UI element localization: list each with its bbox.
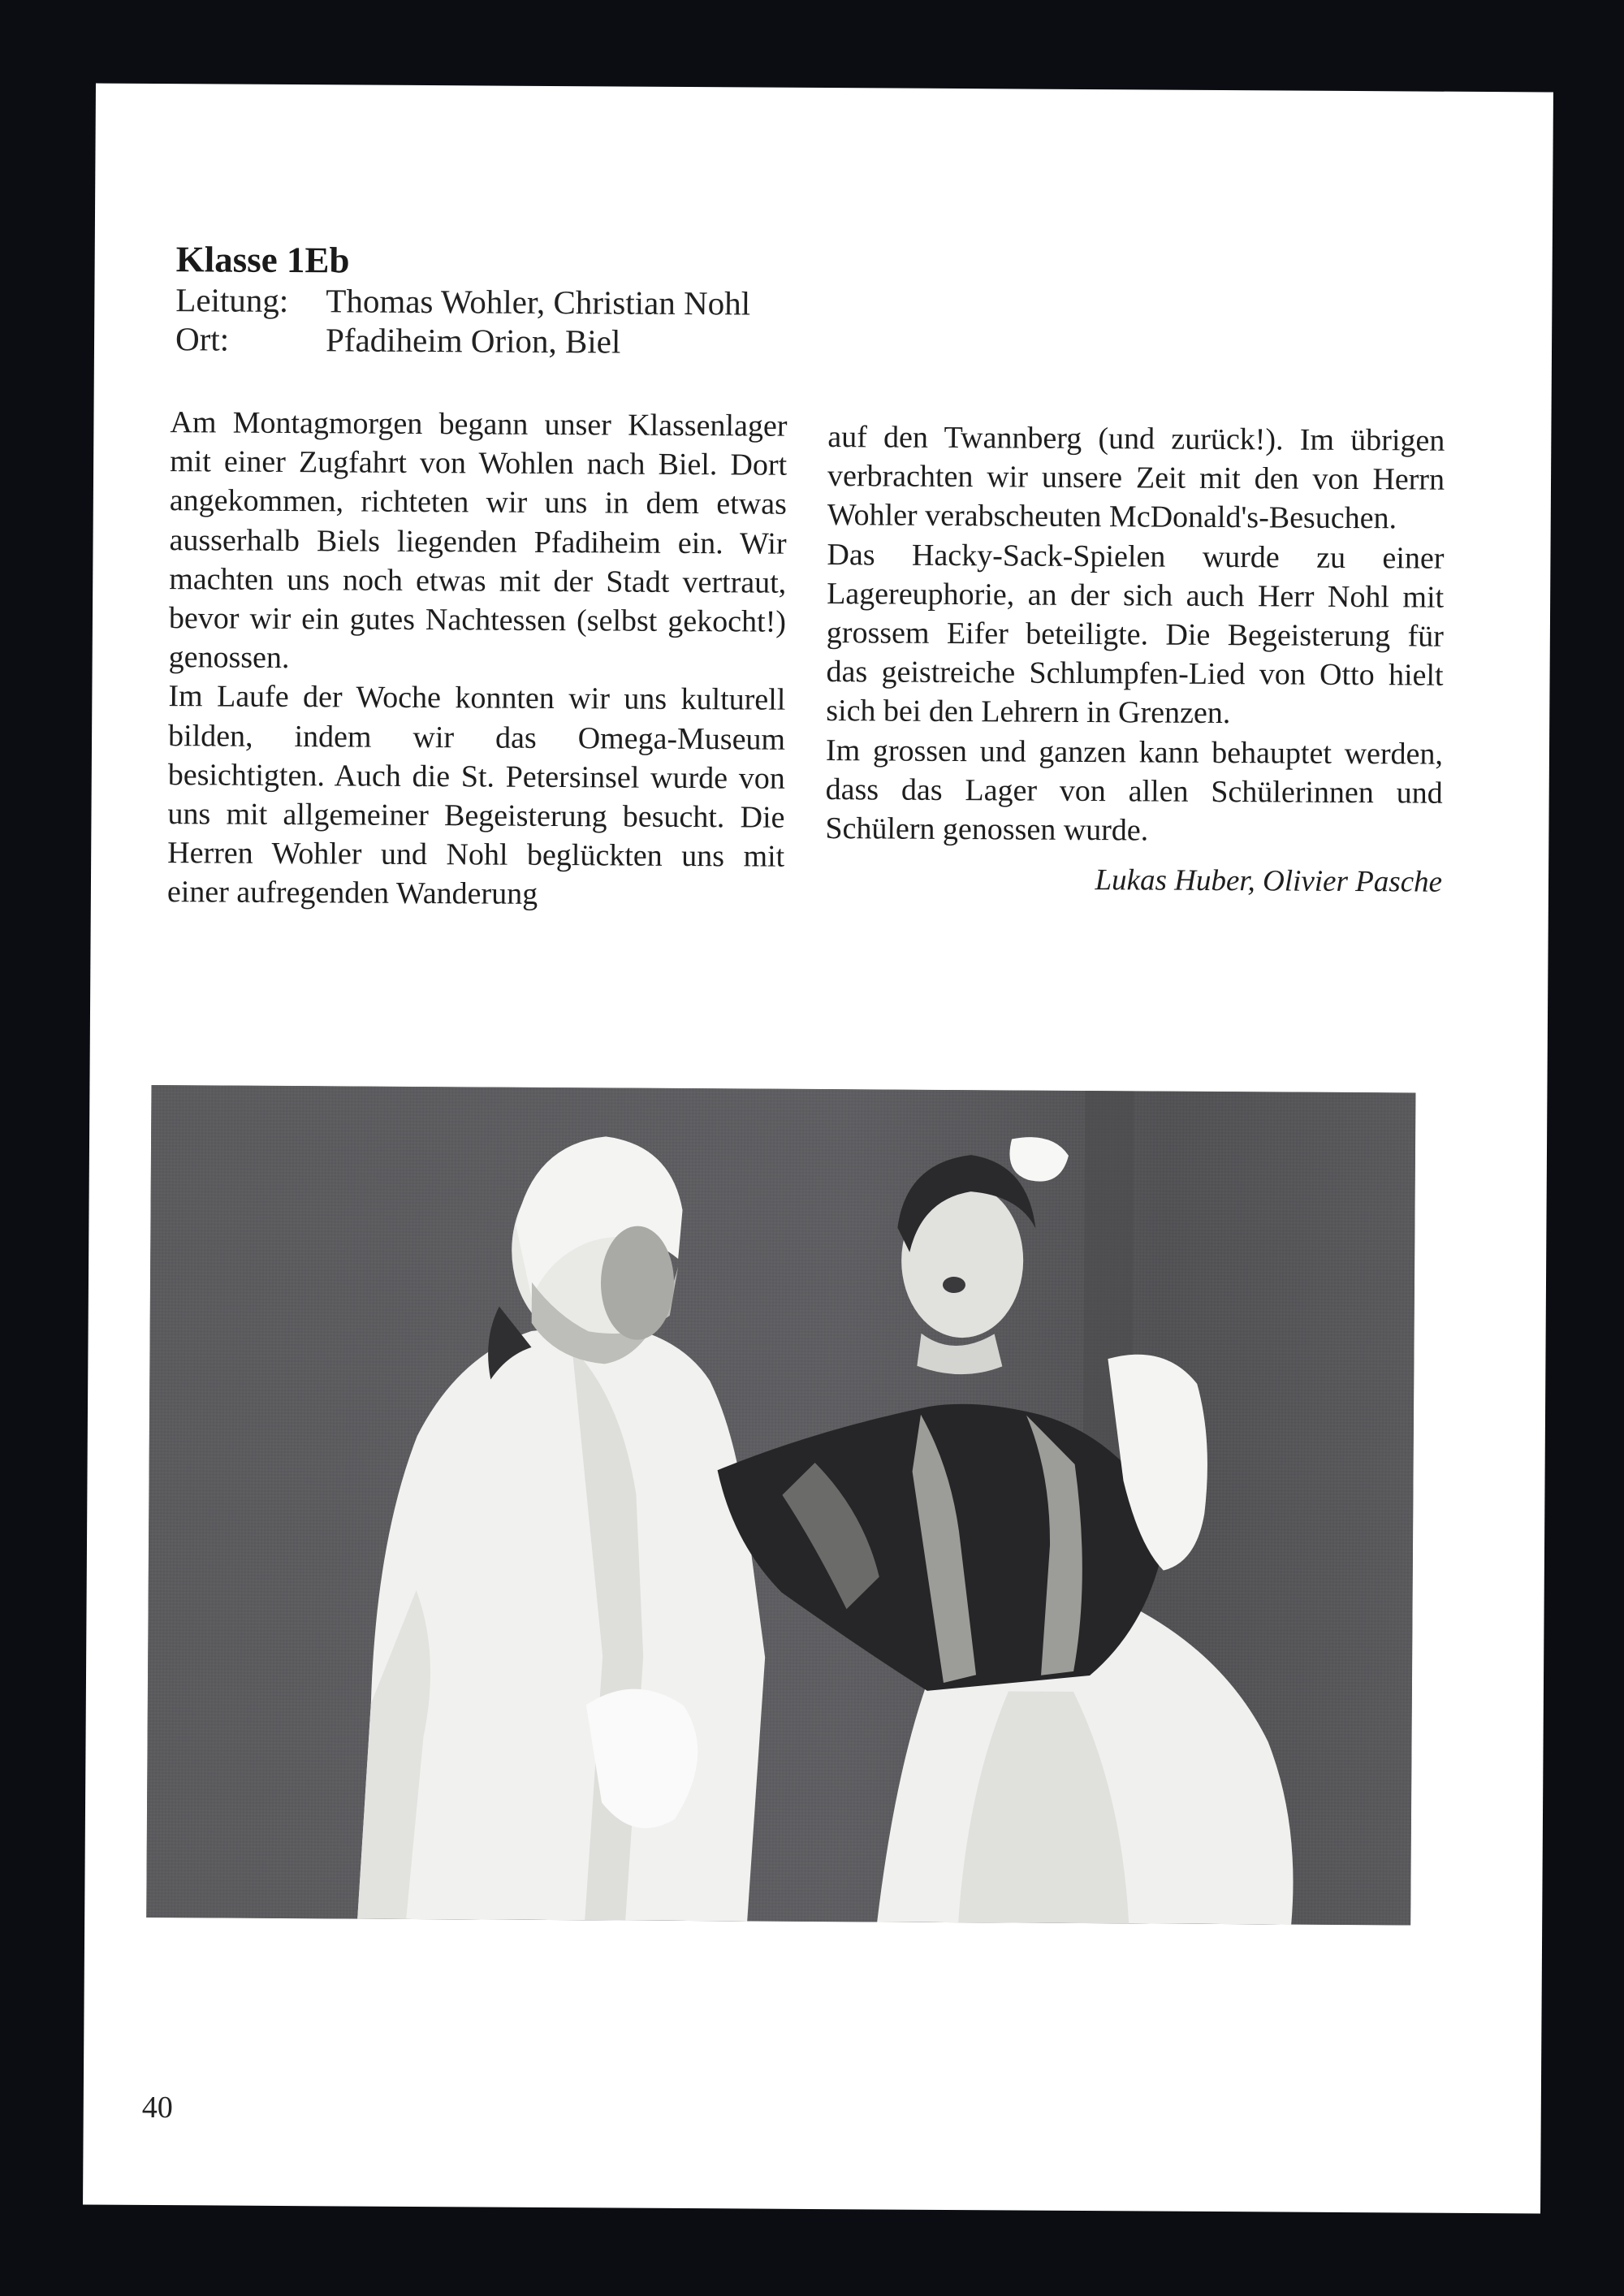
page-number: 40 bbox=[141, 2090, 173, 2125]
paragraph: Das Hacky-Sack-Spielen wurde zu einer Lagereuphorie, an der sich auch Herr Nohl mit grossem Eifer beteiligte. Die Begeisterung für das geistreiche Schlumpfen-Lied von Otto hielt sich bei den Lehrern in Grenzen. bbox=[826, 537, 1445, 731]
meta-label: Leitung: bbox=[175, 281, 289, 319]
left-column bbox=[167, 403, 788, 915]
paragraph: auf den Twannberg (und zurück!). Im übrigen verbrachten wir unsere Zeit mit den von Herrn Wohler verabscheuten McDonald's-Besuchen. bbox=[827, 420, 1445, 536]
paragraph: Im Laufe der Woche konnten wir uns kulturell bilden, indem wir das Omega-Museum besichtigten. Auch die St. Petersinsel wurde von uns mit allgemeiner Begeisterung besucht. Die Herren Wohler und Nohl beglückten uns mit einer aufregenden Wanderung bbox=[166, 679, 786, 912]
meta-value: Thomas Wohler, Christian Nohl bbox=[326, 282, 751, 322]
meta-row-leitung bbox=[175, 280, 906, 323]
right-column bbox=[825, 407, 1445, 919]
meta-label: Ort: bbox=[175, 320, 230, 358]
photo-illustration bbox=[146, 1085, 1415, 1925]
scanned-page bbox=[83, 84, 1553, 2214]
article-header bbox=[175, 238, 907, 362]
paragraph: Am Montagmorgen begann unser Klassenlager mit einer Zugfahrt von Wohlen nach Biel. Dort angekommen, richteten wir uns in dem etwas ausserhalb Biels liegenden Pfadiheim ein. Wir machten uns noch etwas mit der Stadt vertraut, bevor wir ein gutes Nachtessen (selbst gekocht!) genossen. bbox=[168, 405, 788, 676]
article-body bbox=[167, 403, 1445, 919]
page-title: Klasse 1Eb bbox=[175, 239, 350, 281]
meta-row-ort bbox=[175, 319, 906, 362]
paragraph: Im grossen und ganzen kann behauptet werden, dass das Lager von allen Schülerinnen und Schülern genossen wurde. bbox=[825, 733, 1444, 848]
author-signature: Lukas Huber, Olivier Pasche bbox=[1095, 863, 1443, 899]
theatre-photo bbox=[146, 1085, 1415, 1925]
meta-value: Pfadiheim Orion, Biel bbox=[325, 321, 621, 361]
